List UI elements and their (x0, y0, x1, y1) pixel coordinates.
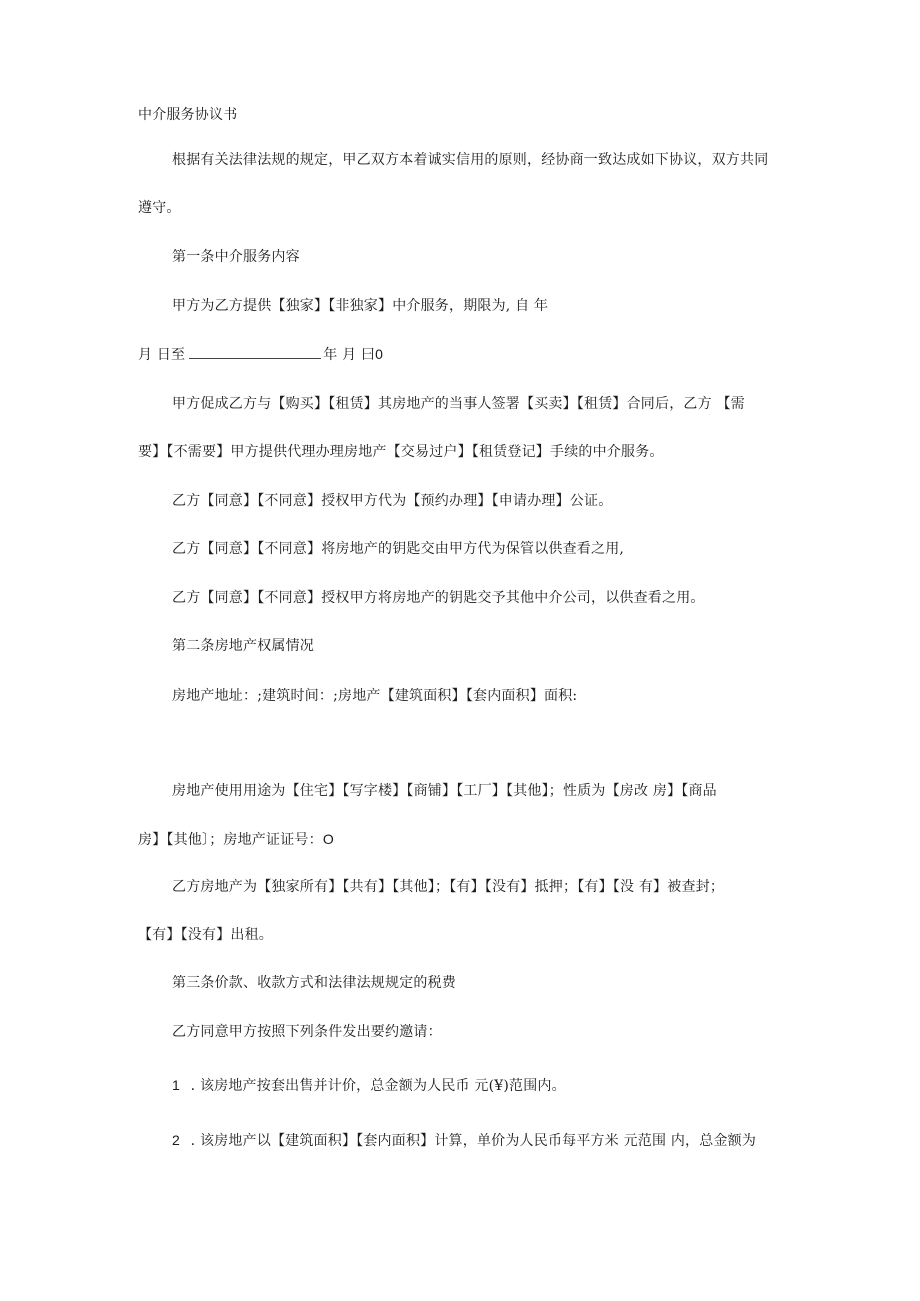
document-title: 中介服务协议书 (138, 107, 238, 123)
article-2-heading: 第二条房地产权属情况 (172, 638, 314, 654)
article-1-para-1-line-1: 甲方为乙方提供【独家】【非独家】中介服务，期限为, 自 年 (172, 298, 549, 314)
article-1-para-2-line-2: 要】【不需要】甲方提供代理办理房地产【交易过户】【租赁登记】手续的中介服务。 (138, 444, 664, 460)
article-1-para-2-line-1: 甲方促成乙方与【购买】【租赁】其房地产的当事人签署【买卖】【租赁】合同后，乙方 【需 (172, 396, 745, 412)
article-1-para-3: 乙方【同意】【不同意】授权甲方代为【预约办理】【申请办理】公证。 (172, 493, 613, 509)
article-2-para-3-line-1: 乙方房地产为【独家所有】【共有】【其他】；【有】【没有】抵押；【有】【没 有】被查封； (172, 879, 725, 895)
certificate-label: 房】【其他〕；房地产证证号： (138, 832, 323, 848)
article-1-para-1-line-2 (138, 344, 383, 365)
date-suffix: 0 (375, 346, 384, 362)
article-2-para-3-line-2: 【有】【没有】出租。 (138, 927, 273, 943)
item-number: 2 (172, 1132, 180, 1148)
article-3-heading: 第三条价款、收款方式和法律法规规定的税费 (172, 975, 456, 991)
article-3-item-1 (172, 1075, 566, 1096)
article-2-para-2-line-2 (138, 829, 334, 850)
article-2-para-1: 房地产地址：;建筑时间：;房地产【建筑面积】【套内面积】面积: (172, 688, 578, 704)
item-number: 1 (172, 1077, 180, 1093)
certificate-value: O (322, 831, 334, 847)
date-from-text: 月 日至 (138, 347, 186, 363)
article-1-heading: 第一条中介服务内容 (172, 249, 300, 265)
date-blank-line (189, 346, 321, 359)
date-to-text: 年 月 曰 (323, 347, 376, 363)
item-text: . 该房地产以【建筑面积】【套内面积】计算，单价为人民币每平方米 元范围 内，总金额为 (190, 1133, 757, 1149)
intro-line-1: 根据有关法律法规的规定，甲乙双方本着诚实信用的原则，经协商一致达成如下协议，双方共同 (172, 152, 769, 168)
item-text: . 该房地产按套出售并计价，总金额为人民币 元(¥)范围内。 (190, 1078, 566, 1094)
article-3-para-1: 乙方同意甲方按照下列条件发出要约邀请： (172, 1024, 442, 1040)
article-3-item-2 (172, 1130, 756, 1151)
article-1-para-5: 乙方【同意】【不同意】授权甲方将房地产的钥匙交予其他中介公司，以供查看之用。 (172, 590, 705, 606)
article-2-para-2-line-1: 房地产使用用途为【住宅】【写字楼】【商铺】【工厂】【其他】；性质为【房改 房】【商品 (172, 783, 717, 799)
article-1-para-4: 乙方【同意】【不同意】将房地产的钥匙交由甲方代为保管以供查看之用, (172, 541, 625, 557)
intro-line-2: 遵守。 (138, 200, 181, 216)
